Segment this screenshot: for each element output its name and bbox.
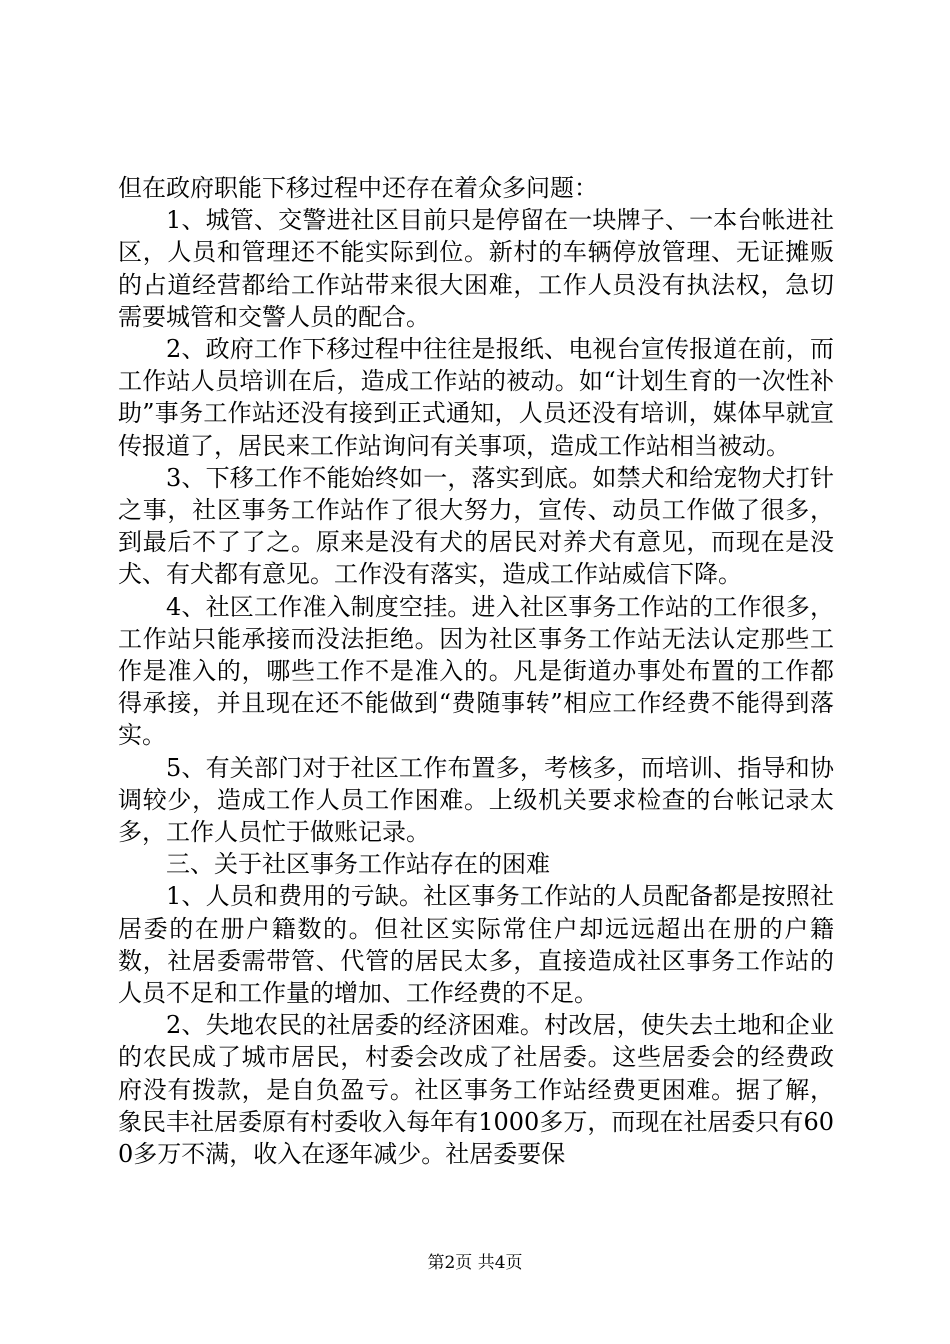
paragraph-item-1: 1、城管、交警进社区目前只是停留在一块牌子、一本台帐进社区，人员和管理还不能实际到位。新村的车辆停放管理、无证摊贩的占道经营都给工作站带来很大困难，工作人员没有执法权，急切需要城管和交警人员的配合。 — [118, 206, 834, 331]
paragraph-item-3: 3、下移工作不能始终如一，落实到底。如禁犬和给宠物犬打针之事，社区事务工作站作了很大努力，宣传、动员工作做了很多，到最后不了了之。原来是没有犬的居民对养犬有意见，而现在是没犬、有犬都有意见。工作没有落实，造成工作站威信下降。 — [118, 463, 834, 589]
paragraph-difficulty-1: 1、人员和费用的亏缺。社区事务工作站的人员配备都是按照社居委的在册户籍数的。但社区实际常住户却远远超出在册的户籍数，社居委需带管、代管的居民太多，直接造成社区事务工作站的人员不足和工作量的增加、工作经费的不足。 — [118, 882, 834, 1008]
document-body — [118, 172, 834, 1170]
section-heading: 三、关于社区事务工作站存在的困难 — [166, 850, 550, 879]
page-number-footer: 第2页 共4页 — [427, 1253, 523, 1273]
paragraph-item-4: 4、社区工作准入制度空挂。进入社区事务工作站的工作很多，工作站只能承接而没法拒绝。因为社区事务工作站无法认定那些工作是准入的，哪些工作不是准入的。凡是街道办事处布置的工作都得承接，并且现在还不能做到“费随事转”相应工作经费不能得到落实。 — [118, 592, 834, 750]
paragraph-difficulty-2: 2、失地农民的社居委的经济困难。村改居，使失去土地和企业的农民成了城市居民，村委会改成了社居委。这些居委会的经费政府没有拨款，是自负盈亏。社区事务工作站经费更困难。据了解，象民丰社居委原有村委收入每年有1000多万，而现在社居委只有600多万不满，收入在逐年减少。社居委要保 — [118, 1011, 834, 1169]
paragraph-item-2: 2、政府工作下移过程中往往是报纸、电视台宣传报道在前，而工作站人员培训在后，造成工作站的被动。如“计划生育的一次性补助”事务工作站还没有接到正式通知，人员还没有培训，媒体早就宣传报道了，居民来工作站询问有关事项，造成工作站相当被动。 — [118, 335, 834, 460]
paragraph-item-5: 5、有关部门对于社区工作布置多，考核多，而培训、指导和协调较少，造成工作人员工作困难。上级机关要求检查的台帐记录太多，工作人员忙于做账记录。 — [118, 753, 834, 847]
paragraph-intro: 但在政府职能下移过程中还存在着众多问题： — [118, 174, 598, 202]
